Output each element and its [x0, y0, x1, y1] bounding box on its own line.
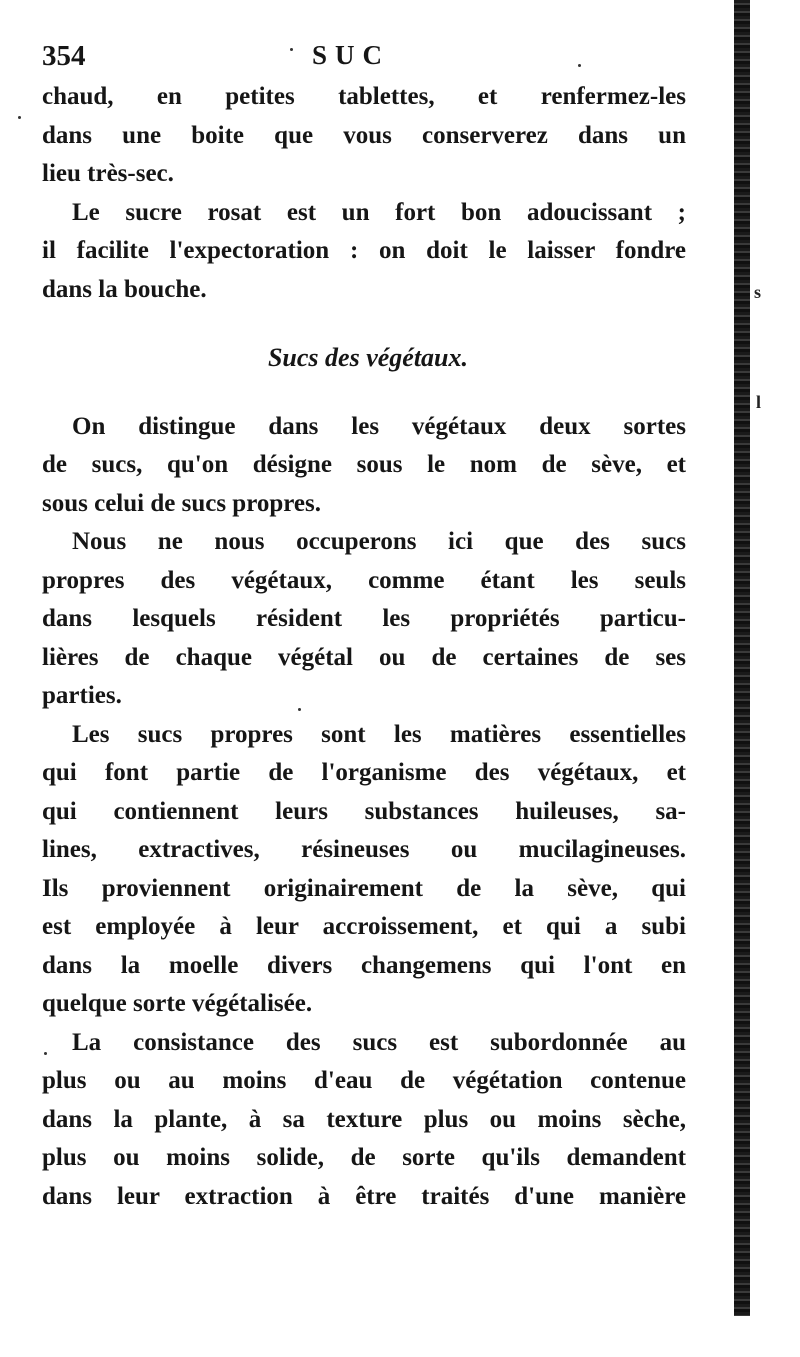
- text-line: lières de chaque végétal ou de certaines de ses: [42, 643, 686, 671]
- page-binding-edge: [734, 0, 750, 1316]
- text-line: de sucs, qu'on désigne sous le nom de sève, et: [42, 451, 686, 478]
- text-line: dans lesquels résident les propriétés particu-: [42, 605, 686, 632]
- text-line: lieu très-sec.: [42, 160, 174, 187]
- text-line: Les sucs propres sont les matières essentielles: [72, 720, 686, 748]
- text-line: La consistance des sucs est subordonnée au: [72, 1028, 686, 1056]
- text-line: dans la bouche.: [42, 275, 207, 303]
- text-line: il facilite l'expectoration : on doit le laisser fondre: [42, 237, 686, 264]
- paper-speck: [44, 1052, 47, 1055]
- text-line: On distingue dans les végétaux deux sortes: [72, 412, 686, 440]
- margin-mark: l: [756, 392, 762, 412]
- text-line: Ils proviennent originairement de la sève, qui: [42, 874, 686, 902]
- paragraph: [42, 194, 686, 310]
- text-line: chaud, en petites tablettes, et renfermez-les: [42, 83, 686, 110]
- text-line: dans une boite que vous conserverez dans un: [42, 121, 686, 149]
- text-line: parties.: [42, 682, 122, 709]
- paper-speck: [18, 116, 21, 119]
- text-line: dans la moelle divers changemens qui l'ont en: [42, 951, 686, 979]
- text-line: quelque sorte végétalisée.: [42, 990, 313, 1017]
- text-line: propres des végétaux, comme étant les seuls: [42, 566, 686, 594]
- paper-speck: [298, 708, 301, 711]
- margin-mark: s: [754, 282, 762, 302]
- paragraph: [42, 78, 686, 194]
- text-line: dans leur extraction à être traités d'une manière: [42, 1182, 686, 1210]
- text-line: plus ou moins solide, de sorte qu'ils demandent: [42, 1144, 686, 1171]
- running-head: SUC: [312, 40, 391, 70]
- text-line: Nous ne nous occuperons ici que des sucs: [72, 528, 686, 555]
- section-heading: Sucs des végétaux.: [267, 343, 469, 372]
- paragraph: [42, 716, 686, 1024]
- text-line: Le sucre rosat est un fort bon adoucissant ;: [72, 198, 686, 226]
- text-line: dans la plante, à sa texture plus ou moins sèche,: [42, 1105, 686, 1133]
- body-text: [42, 78, 686, 1216]
- page-number: 354: [42, 40, 86, 72]
- paragraph: [42, 408, 686, 524]
- text-line: plus ou au moins d'eau de végétation contenue: [42, 1067, 686, 1094]
- paper-speck: [290, 48, 293, 51]
- text-line: est employée à leur accroissement, et qui a subi: [42, 913, 686, 940]
- paper-speck: [578, 64, 581, 67]
- text-line: lines, extractives, résineuses ou mucilagineuses.: [42, 836, 686, 863]
- paragraph: [42, 1024, 686, 1217]
- paragraph: [42, 523, 686, 716]
- text-line: sous celui de sucs propres.: [42, 489, 321, 517]
- text-line: qui contiennent leurs substances huileuses, sa-: [42, 797, 686, 825]
- text-line: qui font partie de l'organisme des végétaux, et: [42, 759, 686, 786]
